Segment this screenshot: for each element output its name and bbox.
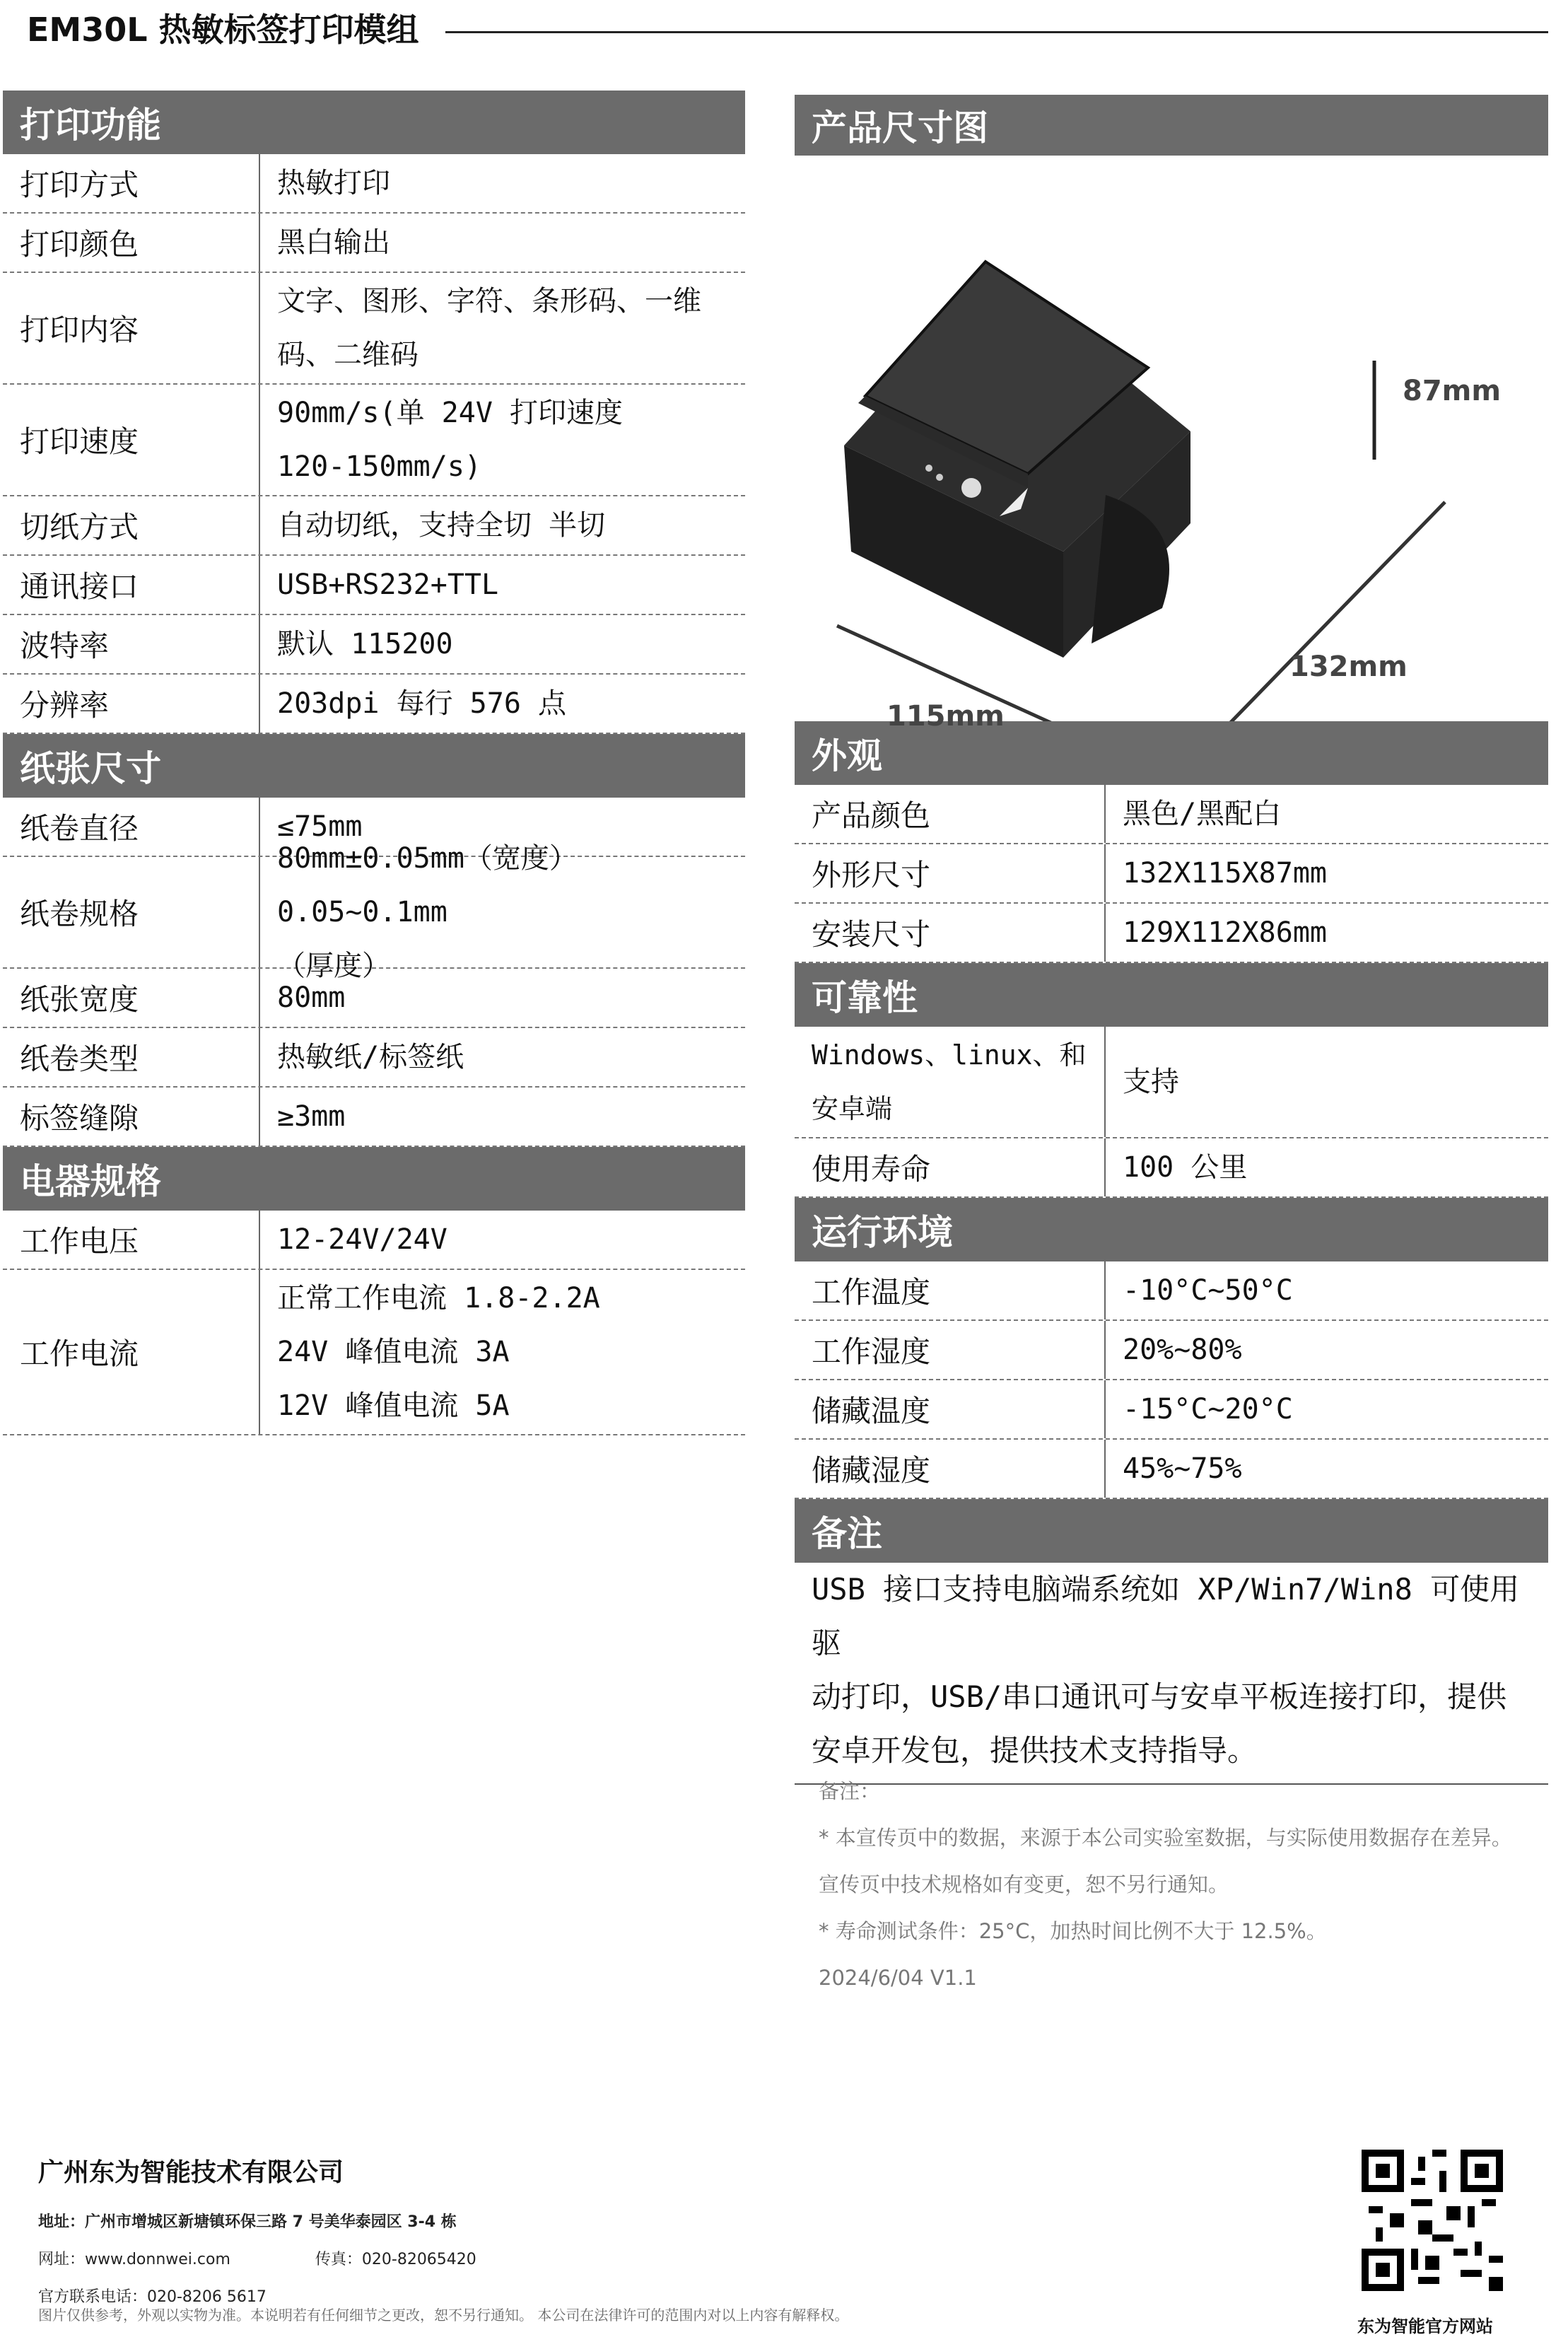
spec-value xyxy=(1106,844,1548,902)
spec-value-line: 12-24V/24V xyxy=(277,1223,447,1256)
company-fax: 传真：020-82065420 xyxy=(315,2251,476,2268)
spec-value-line: -15°C~20°C xyxy=(1123,1393,1293,1426)
spec-row xyxy=(3,1088,745,1147)
spec-label: 使用寿命 xyxy=(795,1138,1106,1196)
section-header: 外观 xyxy=(795,721,1548,785)
spec-value-line: 129X112X86mm xyxy=(1123,916,1327,949)
disclaimer-line: * 本宣传页中的数据，来源于本公司实验室数据，与实际使用数据存在差异。 xyxy=(819,1826,1512,1850)
section-header: 电器规格 xyxy=(3,1147,745,1211)
spec-value-line: 90mm/s(单 24V 打印速度 xyxy=(277,397,623,429)
spec-value xyxy=(1106,1321,1548,1379)
spec-label: 纸卷类型 xyxy=(3,1028,260,1086)
spec-label: 储藏温度 xyxy=(795,1380,1106,1438)
right-spec-sections xyxy=(795,721,1548,1499)
spec-value xyxy=(260,615,745,673)
spec-row xyxy=(3,214,745,273)
spec-label: 纸张宽度 xyxy=(3,969,260,1027)
spec-value xyxy=(1106,1380,1548,1438)
spec-label: 储藏湿度 xyxy=(795,1440,1106,1498)
spec-label: 切纸方式 xyxy=(3,496,260,554)
spec-value-line: 80mm xyxy=(277,981,346,1014)
footer xyxy=(38,2152,476,2307)
spec-row xyxy=(3,496,745,556)
spec-value-line: ≥3mm xyxy=(277,1100,346,1133)
disclaimer-line: 备注： xyxy=(819,1779,881,1803)
disclaimer-line: * 寿命测试条件：25°C，加热时间比例不大于 12.5%。 xyxy=(819,1919,1327,1943)
spec-value-line: 黑白输出 xyxy=(277,226,390,259)
section-header: 打印功能 xyxy=(3,91,745,154)
spec-value xyxy=(260,496,745,554)
spec-value xyxy=(260,385,745,495)
spec-value-line: 正常工作电流 1.8-2.2A xyxy=(277,1282,600,1315)
spec-label: 工作电压 xyxy=(3,1211,260,1269)
spec-value xyxy=(260,273,745,383)
company-website[interactable]: 网址：www.donnwei.com xyxy=(38,2251,230,2268)
company-name: 广州东为智能技术有限公司 xyxy=(38,2158,344,2187)
spec-row xyxy=(3,675,745,734)
section-header: 纸张尺寸 xyxy=(3,734,745,798)
spec-row xyxy=(795,1440,1548,1499)
spec-value xyxy=(260,842,745,982)
spec-row xyxy=(3,1028,745,1088)
spec-value xyxy=(1106,904,1548,962)
disclaimer xyxy=(819,1768,1512,2001)
spec-label: 通讯接口 xyxy=(3,556,260,614)
section-header: 运行环境 xyxy=(795,1198,1548,1261)
spec-value-line: 码、二维码 xyxy=(277,339,419,371)
spec-value-line: 24V 峰值电流 3A xyxy=(277,1336,510,1368)
spec-row xyxy=(3,154,745,214)
spec-label-line: 安卓端 xyxy=(812,1093,893,1124)
spec-value xyxy=(260,1211,745,1269)
spec-row xyxy=(3,385,745,496)
document-title: EM30L 热敏标签打印模组 xyxy=(27,11,419,49)
spec-value-line: 热敏纸/标签纸 xyxy=(277,1041,464,1073)
spec-value xyxy=(260,154,745,212)
spec-value-line: USB+RS232+TTL xyxy=(277,569,499,601)
spec-value-line: 文字、图形、字符、条形码、一维 xyxy=(277,285,701,317)
spec-value-line: 自动切纸，支持全切 半切 xyxy=(277,509,606,542)
spec-label: 标签缝隙 xyxy=(3,1088,260,1146)
length-dimension-label: 132mm xyxy=(1289,651,1408,683)
spec-row xyxy=(3,842,745,982)
spec-value-line: 120-150mm/s) xyxy=(277,450,481,483)
qr-code[interactable] xyxy=(1362,2150,1503,2291)
spec-label: 工作电流 xyxy=(3,1270,260,1434)
section-header: 产品尺寸图 xyxy=(795,95,1548,156)
spec-label: 纸卷直径 xyxy=(3,798,260,856)
spec-label: 打印内容 xyxy=(3,273,260,383)
spec-value-line: 支持 xyxy=(1123,1066,1179,1098)
spec-label: 工作湿度 xyxy=(795,1321,1106,1379)
spec-value-line: 20%~80% xyxy=(1123,1334,1242,1366)
spec-value xyxy=(260,1028,745,1086)
spec-value-line: 80mm±0.05mm（宽度）0.05~0.1mm xyxy=(277,842,578,928)
spec-value xyxy=(260,675,745,733)
spec-row xyxy=(795,1321,1548,1380)
spec-row xyxy=(3,1270,745,1435)
disclaimer-line: 宣传页中技术规格如有变更，恕不另行通知。 xyxy=(819,1872,1229,1896)
left-spec-column xyxy=(3,91,745,1435)
spec-label: 打印速度 xyxy=(3,385,260,495)
printer-image xyxy=(795,156,1548,721)
spec-label: 安装尺寸 xyxy=(795,904,1106,962)
qr-caption: 东为智能官方网站 xyxy=(1357,2316,1493,2336)
spec-label xyxy=(795,1027,1106,1137)
company-phone: 官方联系电话：020-8206 5617 xyxy=(38,2288,267,2306)
spec-row xyxy=(3,615,745,675)
spec-value xyxy=(260,1088,745,1146)
spec-value-line: 默认 115200 xyxy=(277,628,453,660)
spec-value xyxy=(260,556,745,614)
spec-row xyxy=(795,1261,1548,1321)
disclaimer-line: 2024/6/04 V1.1 xyxy=(819,1966,977,1990)
spec-row xyxy=(3,1211,745,1270)
spec-value-line: 黑色/黑配白 xyxy=(1123,798,1282,830)
section-header: 可靠性 xyxy=(795,963,1548,1027)
notes-header: 备注 xyxy=(795,1499,1548,1563)
spec-label: 打印颜色 xyxy=(3,214,260,272)
notes-line: 安卓开发包，提供技术支持指导。 xyxy=(812,1733,1258,1768)
spec-value-line: 45%~75% xyxy=(1123,1452,1242,1485)
spec-row xyxy=(795,1027,1548,1138)
spec-row xyxy=(795,844,1548,904)
spec-label: 工作温度 xyxy=(795,1261,1106,1319)
spec-value-line: ≤75mm xyxy=(277,810,363,843)
spec-value xyxy=(1106,1138,1548,1196)
spec-value-line: -10°C~50°C xyxy=(1123,1274,1293,1307)
spec-value xyxy=(260,214,745,272)
spec-label: 产品颜色 xyxy=(795,785,1106,843)
notes-line: USB 接口支持电脑端系统如 XP/Win7/Win8 可使用驱 xyxy=(812,1572,1520,1660)
spec-label: 分辨率 xyxy=(3,675,260,733)
spec-value-line: 热敏打印 xyxy=(277,167,390,199)
spec-value-line: 203dpi 每行 576 点 xyxy=(277,687,566,720)
spec-value-line: 132X115X87mm xyxy=(1123,857,1327,890)
spec-label: 波特率 xyxy=(3,615,260,673)
spec-label: 打印方式 xyxy=(3,154,260,212)
spec-value xyxy=(260,1270,745,1434)
spec-value xyxy=(1106,1261,1548,1319)
spec-row xyxy=(3,556,745,615)
title-rule xyxy=(445,31,1548,33)
spec-row xyxy=(3,969,745,1028)
notes-line: 动打印，USB/串口通讯可与安卓平板连接打印，提供 xyxy=(812,1679,1507,1714)
spec-row xyxy=(795,785,1548,844)
product-dimension-figure xyxy=(795,156,1548,733)
height-dimension-label: 87mm xyxy=(1403,375,1502,407)
spec-value-line: 12V 峰值电流 5A xyxy=(277,1389,510,1422)
spec-value-line: 100 公里 xyxy=(1123,1151,1248,1184)
spec-row xyxy=(795,1138,1548,1198)
spec-label-line: Windows、linux、和 xyxy=(812,1039,1087,1071)
spec-row xyxy=(795,904,1548,963)
spec-label: 外形尺寸 xyxy=(795,844,1106,902)
width-dimension-label: 115mm xyxy=(887,700,1005,733)
spec-value xyxy=(1106,1440,1548,1498)
right-spec-column xyxy=(795,95,1548,1785)
spec-value xyxy=(1106,785,1548,843)
spec-row xyxy=(795,1380,1548,1440)
spec-value xyxy=(260,969,745,1027)
spec-row xyxy=(3,273,745,385)
spec-value-line: （厚度） xyxy=(277,950,390,982)
spec-value xyxy=(1106,1027,1548,1137)
spec-label: 纸卷规格 xyxy=(3,857,260,967)
small-print: 图片仅供参考，外观以实物为准。本说明若有任何细节之更改，恕不另行通知。 本公司在法律许可的范围内对以上内容有解释权。 xyxy=(38,2307,849,2324)
company-address: 地址：广州市增城区新塘镇环保三路 7 号美华泰园区 3-4 栋 xyxy=(38,2213,457,2231)
notes-text xyxy=(795,1563,1548,1785)
